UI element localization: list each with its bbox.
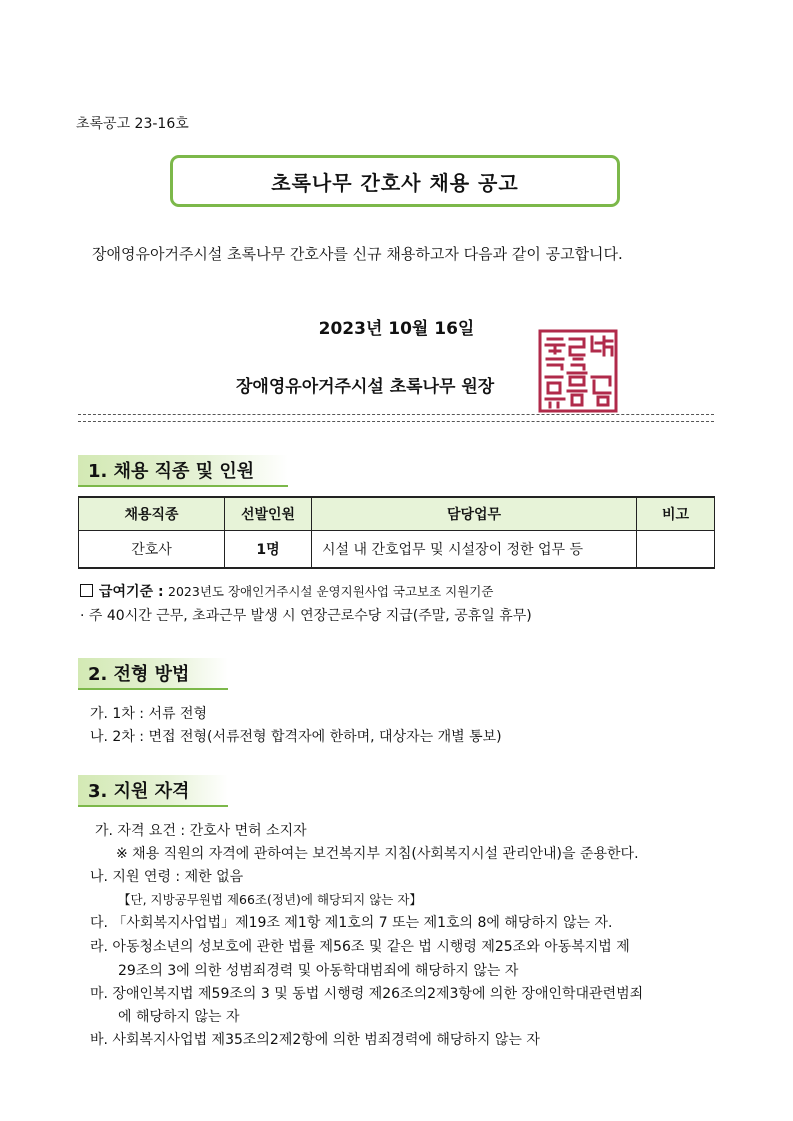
list-item: 바. 사회복지사업법 제35조의2제2항에 의한 범죄경력에 해당하지 않는 자 [90, 1032, 540, 1048]
divider-line [78, 414, 714, 415]
recruitment-table [78, 496, 715, 569]
salary-label: 급여기준 : [99, 584, 164, 600]
title-box [170, 155, 620, 207]
intro-paragraph: 장애영유아거주시설 초록나무 간호사를 신규 채용하고자 다음과 같이 공고합니다. [92, 245, 623, 263]
list-item: 나. 지원 연령 : 제한 없음 [90, 869, 244, 885]
list-item: 나. 2차 : 면접 전형(서류전형 합격자에 한하며, 대상자는 개별 통보) [90, 729, 502, 745]
list-item-continuation: 29조의 3에 의한 성범죄경력 및 아동학대범죄에 해당하지 않는 자 [118, 963, 519, 979]
page-title: 초록나무 간호사 채용 공고 [271, 170, 519, 195]
salary-line [80, 581, 493, 601]
list-item: 라. 아동청소년의 성보호에 관한 법률 제56조 및 같은 법 시행령 제25조와 아동복지법 제 [90, 939, 630, 955]
announcement-date: 2023년 10월 16일 [318, 319, 475, 339]
checkbox-icon [80, 584, 93, 597]
list-item: 가. 1차 : 서류 전형 [90, 706, 208, 722]
list-item-continuation: 에 해당하지 않는 자 [118, 1009, 240, 1025]
column-header: 선발인원 [225, 497, 312, 531]
work-note: · 주 40시간 근무, 초과근무 발생 시 연장근로수당 지급(주말, 공휴일 휴무) [80, 608, 532, 624]
table-cell: 시설 내 간호업무 및 시설장이 정한 업무 등 [312, 531, 637, 569]
list-item: 마. 장애인복지법 제59조의 3 및 동법 시행령 제26조의2제3항에 의한 장애인학대관련범죄 [90, 986, 644, 1002]
salary-text: 2023년도 장애인거주시설 운영지원사업 국고보조 지원기준 [168, 584, 494, 599]
table-cell: 간호사 [79, 531, 225, 569]
divider-line [78, 421, 714, 422]
signatory: 장애영유아거주시설 초록나무 원장 [236, 377, 495, 397]
list-item: 다. 「사회복지사업법」제19조 제1항 제1호의 7 또는 제1호의 8에 해당하지 않는 자. [90, 915, 613, 931]
column-header: 담당업무 [312, 497, 637, 531]
table-cell [637, 531, 715, 569]
table-cell: 1명 [225, 531, 312, 569]
list-note: ※ 채용 직원의 자격에 관하여는 보건복지부 지침(사회복지시설 관리안내)을 준용한다. [116, 846, 639, 862]
column-header: 비고 [637, 497, 715, 531]
section-heading: 3. 지원 자격 [78, 775, 228, 807]
list-note: 【단, 지방공무원법 제66조(정년)에 해당되지 않는 자】 [118, 892, 422, 907]
section-heading: 1. 채용 직종 및 인원 [78, 455, 288, 487]
official-seal [538, 329, 618, 413]
list-item: 가. 자격 요건 : 간호사 면허 소지자 [95, 823, 307, 839]
table-header-row [79, 497, 715, 531]
table-row [79, 531, 715, 569]
document-number: 초록공고 23-16호 [76, 116, 189, 132]
column-header: 채용직종 [79, 497, 225, 531]
section-heading: 2. 전형 방법 [78, 658, 228, 690]
